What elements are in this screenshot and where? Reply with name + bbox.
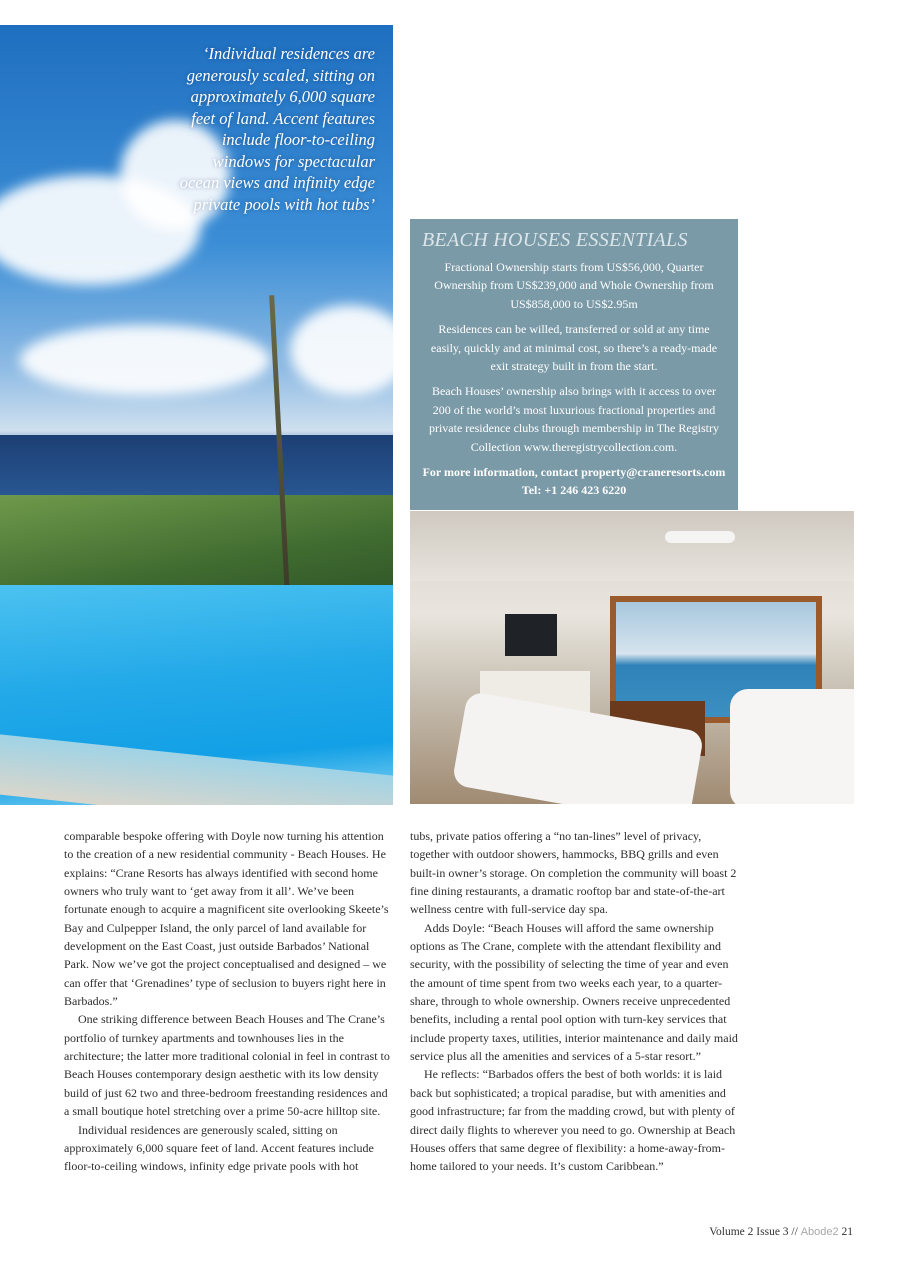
body-paragraph: One striking difference between Beach Houses and The Crane’s portfolio of turnkey apartments and townhouses lies in the architecture; the latter more traditional colonial in feel in contrast to Beach Houses contemporary design aesthetic with its low density build of just 62 two and three-bedroom freestanding residences and a small boutique hotel stretching over a prime 50-acre hilltop site. <box>64 1012 390 1119</box>
body-column-left <box>64 827 391 1176</box>
ceiling <box>410 511 854 581</box>
television <box>505 614 557 656</box>
page-folio <box>709 1226 853 1238</box>
issue-label: Volume 2 Issue 3 // <box>709 1226 798 1238</box>
body-paragraph: Adds Doyle: “Beach Houses will afford the same ownership options as The Crane, complete with the attendant flexibility and security, with the possibility of selecting the time of year and even the amount of time spent from two weeks each year, to a quarter-share, through to whole ownership. Owners receive unprecedented benefits, including a rental pool option with turn-key services that include property taxes, utilities, interior maintenance and daily maid service plus all the amenities and services of a 5-star resort.” <box>410 920 738 1064</box>
essentials-paragraph: Residences can be willed, transferred or sold at any time easily, quickly and at minimal cost, so there’s a ready-made exit strategy built in from the start. <box>430 322 718 374</box>
cloud-shape <box>20 325 270 395</box>
body-paragraph: He reflects: “Barbados offers the best of both worlds: it is laid back but sophisticated; a tropical paradise, but with amenities and good infrastructure; far from the madding crowd, but with plenty of direct daily flights to wherever you need to go. Ownership at Beach Houses offers that same degree of flexibility: a home-away-from-home tailored to your needs. It’s custom Caribbean.” <box>410 1067 736 1174</box>
ocean-pool-photo <box>0 25 393 805</box>
living-room-photo <box>410 511 854 804</box>
essentials-contact: For more information, contact property@craneresorts.com Tel: +1 246 423 6220 <box>422 465 726 498</box>
essentials-title: BEACH HOUSES ESSENTIALS <box>422 229 688 251</box>
magazine-brand: Abode2 <box>800 1226 839 1238</box>
body-column-right <box>410 827 740 1176</box>
essentials-box <box>410 219 738 510</box>
cloud-shape <box>290 305 393 395</box>
body-paragraph: comparable bespoke offering with Doyle now turning his attention to the creation of a new residential community - Beach Houses. He explains: “Crane Resorts has always identified with second home owners who truly want to ‘get away from it all’. We’ve been fortunate enough to acquire a magnificent site overlooking Skeete’s Bay and Culpepper Island, the only parcel of land available for development on the East Coast, just outside Barbados’ National Park. Now we’ve got the project conceptualised and designed – we can offer that ‘Grenadines’ type of seclusion to buyers right here in Barbados.” <box>64 829 389 1009</box>
body-paragraph: tubs, private patios offering a “no tan-lines” level of privacy, together with outdoor showers, hammocks, BBQ grills and even built-in owner’s storage. On completion the community will boast 2 fine dining restaurants, a dramatic rooftop bar and state-of-the-art wellness centre with full-service day spa. <box>410 829 737 917</box>
sofa-right <box>730 689 854 804</box>
ceiling-fan <box>665 531 735 543</box>
essentials-paragraph: Beach Houses’ ownership also brings with it access to over 200 of the world’s most luxurious fractional properties and private residence clubs through membership in The Registry Collection www.theregistrycollection.com. <box>428 384 720 454</box>
essentials-paragraph: Fractional Ownership starts from US$56,000, Quarter Ownership from US$239,000 and Whole Ownership from US$858,000 to US$2.95m <box>434 260 714 311</box>
page-number: 21 <box>841 1226 853 1238</box>
pull-quote: ‘Individual residences are generously scaled, sitting on approximately 6,000 square feet of land. Accent features include floor-to-ceiling windows for spectacular ocean views and infinity edge private pools with hot tubs’ <box>179 44 375 214</box>
body-paragraph: Individual residences are generously scaled, sitting on approximately 6,000 square feet of land. Accent features include floor-to-ceiling windows, infinity edge private pools with hot <box>64 1122 374 1174</box>
